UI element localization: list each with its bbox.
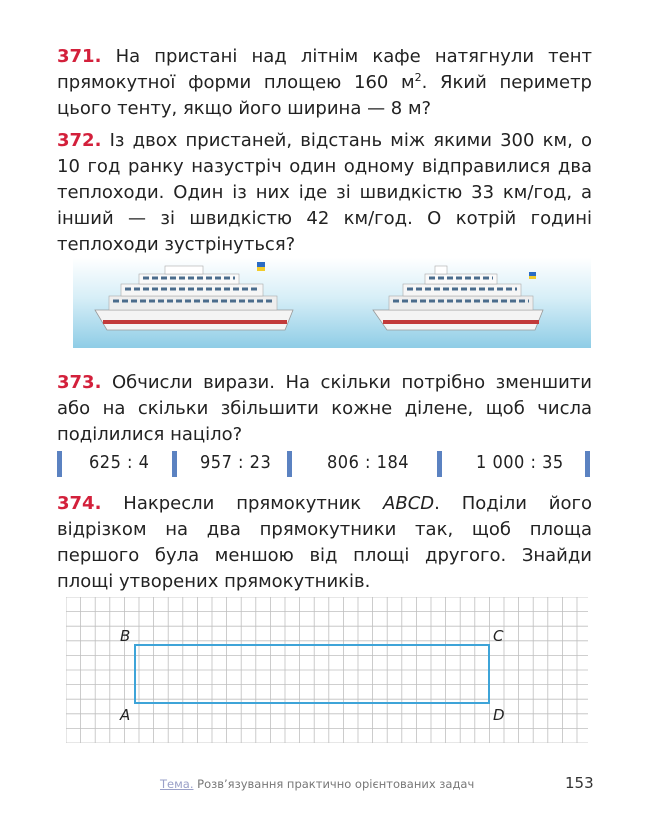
vertex-a-label: A [120, 706, 131, 724]
task-text: Накресли прямокутник [123, 493, 384, 514]
task-number: 372. [57, 130, 102, 151]
vertex-b-label: B [120, 627, 131, 645]
divider-bar [172, 451, 177, 477]
task-371 [57, 44, 592, 122]
divider-bar [585, 451, 590, 477]
task-text-cont: . Поділи його відрізком на два прямокутники так, щоб площа першого була меншою від площі другого. Знайди площі утворених прямокутників. [57, 493, 592, 592]
expression: 957 : 23 [200, 452, 272, 473]
expression: 1 000 : 35 [476, 452, 564, 473]
task-text: Обчисли вирази. На скільки потрібно зменшити або на скільки збільшити кожне ділене, щоб числа поділилися націло? [57, 372, 592, 445]
task-373 [57, 370, 592, 448]
expression: 806 : 184 [327, 452, 410, 473]
task-374 [57, 491, 592, 595]
ships-illustration [73, 258, 591, 348]
task-number: 371. [57, 46, 102, 67]
vertex-c-label: C [493, 627, 504, 645]
footer-text: Розв’язування практично орієнтованих задач [193, 777, 475, 791]
task-text-cont: . Який периметр цього тенту, якщо його ширина — 8 м? [57, 72, 592, 119]
rectangle-name: ABCD [383, 493, 435, 514]
grid-lines [66, 597, 588, 743]
footer-label: Тема. [160, 777, 194, 791]
divider-bar [287, 451, 292, 477]
expression: 625 : 4 [89, 452, 150, 473]
expressions-row [57, 448, 592, 482]
page-number: 153 [565, 774, 594, 792]
task-372 [57, 128, 592, 258]
vertex-d-label: D [493, 706, 505, 724]
task-text: Із двох пристаней, відстань між якими 300 км, о 10 год ранку назустріч один одному відправилися два теплоходи. Один із них іде зі швидкістю 33 км/год, а інший — зі швидкістю 42 км/год. О котрій годині теплоходи зустрінуться? [57, 130, 592, 255]
task-text: На пристані над літнім кафе натягнули тент прямокутної форми площею 160 м [57, 46, 592, 93]
rectangle-abcd [135, 645, 489, 703]
superscript: 2 [414, 71, 422, 84]
footer [160, 777, 474, 791]
task-number: 373. [57, 372, 102, 393]
grid-paper [66, 597, 588, 743]
task-number: 374. [57, 493, 102, 514]
divider-bar [437, 451, 442, 477]
divider-bar [57, 451, 62, 477]
